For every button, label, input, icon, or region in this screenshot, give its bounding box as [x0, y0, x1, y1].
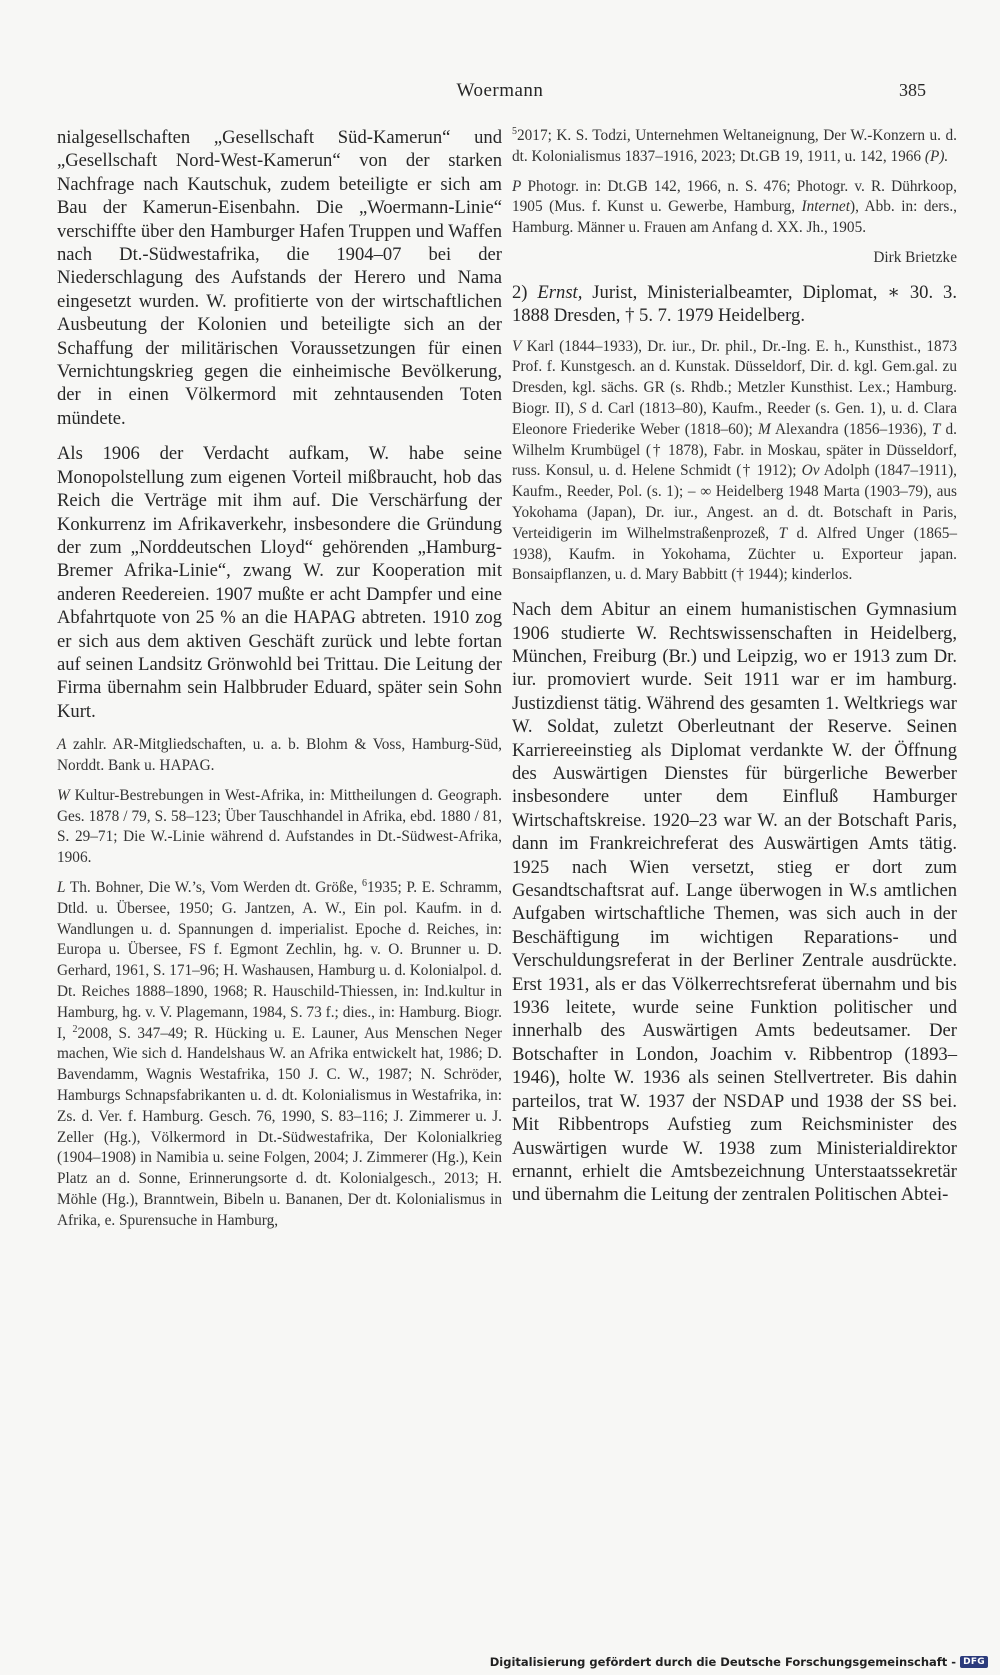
portrait-marker: (P).: [924, 147, 949, 165]
running-head-title: Woermann: [456, 80, 544, 101]
article-author: Dirk Brietzke: [873, 248, 957, 266]
entry-heading-ernst: [512, 281, 957, 328]
genealogy-text-f: d. Alfred Unger (1865–1938), Kaufm. in Yokohama, Züchter u. Exporteur japan. Bonsaipflanzen, u. d. Mary Babbitt († 1944); kinderlos.: [512, 524, 957, 584]
entry-heading-text: Jurist, Ministerialbeamter, Diplomat, ∗ 30. 3. 1888 Dresden, † 5. 7. 1979 Heidelberg.: [512, 281, 957, 327]
literature-continuation-text: 2017; K. S. Todzi, Unternehmen Weltaneignung, Der W.-Konzern u. d. dt. Kolonialismus 1837–1916, 2023; Dt.GB 19, 1911, u. 142, 1966: [512, 127, 957, 165]
section-label-w: W: [57, 786, 70, 804]
section-label-p: P: [512, 177, 522, 195]
literature-continuation: [512, 126, 957, 168]
genealogy-text-d: d. Wilhelm Krumbügel († 1878), Fabr. in Moskau, später in Düsseldorf, russ. Konsul, u. d. Helene Schmidt († 1912);: [512, 420, 958, 480]
entry-name: Ernst,: [537, 281, 583, 303]
internet-word: Internet: [801, 198, 850, 216]
section-label-t: T: [931, 420, 941, 438]
section-l-literature: [57, 878, 502, 1232]
section-p-text-b: ), Abb. in: ders., Hamburg. Männer u. Frauen am Anfang d. XX. Jh., 1905.: [512, 198, 957, 237]
running-head: [0, 80, 1000, 104]
section-label-l: L: [57, 878, 66, 896]
digitization-footer: [490, 1653, 988, 1671]
footer-text: Digitalisierung gefördert durch die Deutsche Forschungsgemeinschaft -: [489, 1655, 957, 1669]
edition-superscript: 5: [512, 125, 517, 137]
section-p-text-a: Photogr. in: Dt.GB 142, 1966, n. S. 476; Photogr. v. R. Dührkoop, 1905 (Mus. f. Kunst u. Gewerbe, Hamburg,: [512, 177, 957, 216]
section-w-works: [57, 786, 502, 869]
edition-superscript: 2: [72, 1023, 78, 1035]
section-label-ov: Ov: [801, 462, 820, 480]
section-v-genealogy: [512, 337, 957, 587]
section-label-t: T: [778, 524, 788, 542]
paragraph-career: Nach dem Abitur an einem humanistischen Gymnasium 1906 studierte W. Rechtswissenschaften in Heidelberg, München, Freiburg (Br.) und Leipzig, wo er 1913 zum Dr. iur. promoviert wurde. Seit 1911 war er im hamburg. Justizdienst tätig. Während des gesamten 1. Weltkriegs war W. Soldat, zuletzt Oberleutnant der Reserve. Seinen Karriereeinstieg als Diplomat verdankte W. der Öffnung des Auswärtigen Dienstes für bürgerliche Bewerber insbesondere unter dem Einfluß Hamburger Wirtschaftskreise. 1920–23 war W. an der Botschaft Paris, dann im Frankreichreferat des Auswärtigen Amts tätig. 1925 nach Wien versetzt, stieg er dort zum Gesandtschaftsrat auf. Lange überwogen in W.s amtlichen Aufgaben wirtschaftliche Themen, was sich auch in der Beschäftigung im wichtigen Reparations- und Verschuldungsreferat in der Berliner Zentrale ausdrückte. Erst 1931, als er das Völkerrechtsreferat übernahm und bis 1936 leitete, wurde seine Funktion politischer und innerhalb des Auswärtigen Amts bedeutsamer. Der Botschafter in London, Joachim v. Ribbentrop (1893–1946), holte W. 1936 als seinen Stellvertreter. Bis dahin parteilos, trat W. 1937 der NSDAP und 1938 der SS bei. Mit Ribbentrops Aufstieg zum Reichsminister des Auswärtigen wurde W. 1938 zum Ministerialdirektor ernannt, erhielt die Amtsbezeichnung Unterstaatssekretär und übernahm die Leitung der zentralen Politischen Abtei-: [512, 599, 957, 1206]
section-label-s: S: [578, 399, 587, 417]
section-w-text: Kultur-Bestrebungen in West-Afrika, in: Mittheilungen d. Geograph. Ges. 1878 / 79, S. 58–123; Über Tauschhandel in Afrika, ebd. 1880 / 81, S. 29–71; Die W.-Linie während d. Aufstandes in Dt.-Südwest-Afrika, 1906.: [57, 786, 502, 867]
right-column: [512, 126, 957, 1207]
genealogy-text-e: Adolph (1847–1911), Kaufm., Reeder, Pol. (s. 1); – ∞ Heidelberg 1948 Marta (1903–79), aus Yokohama (Japan), Dr. iur., Angest. an d. dt. Botschaft in Paris, Verteidigerin im Wilhelmstraßenprozeß,: [512, 462, 957, 542]
paragraph-colonial-companies: nialgesellschaften „Gesellschaft Süd-Kamerun“ und „Gesellschaft Nord-West-Kamerun“ von der starken Nachfrage nach Kautschuk, zudem beteiligte er sich am Bau der Kamerun-Eisenbahn. Die „Woermann-Linie“ verschiffte über den Hamburger Hafen Truppen und Waffen nach Dt.-Südwestafrika, die 1904–07 bei der Niederschlagung des Aufstands der Herero und Nama eingesetzt wurden. W. profitierte von der wirtschaftlichen Ausbeutung der Kolonien und beteiligte sich an der Schaffung der militärischen Voraussetzungen für einen Vernichtungskrieg gegen die einheimische Bevölkerung, der in einen Völkermord mit zehntausenden Toten mündete.: [57, 127, 502, 429]
section-a-offices: [57, 735, 502, 777]
section-a-text: zahlr. AR-Mitgliedschaften, u. a. b. Blohm & Voss, Hamburg-Süd, Norddt. Bank u. HAPAG.: [57, 736, 502, 774]
section-l-text-a: Th. Bohner, Die W.’s, Vom Werden dt. Größe,: [65, 878, 362, 896]
section-label-a: A: [57, 736, 67, 754]
section-p-portraits: [512, 177, 957, 239]
genealogy-text-c: Alexandra (1856–1936),: [770, 420, 932, 438]
section-l-text-b: 1935; P. E. Schramm, Dtld. u. Übersee, 1950; G. Jantzen, A. W., Ein pol. Kaufm. in d. Wandlungen u. d. Spannungen d. imperialist. Epoche d. Reiches, in: Europa u. Übersee, FS f. Egmont Zechlin, hg. v. O. Brunner u. D. Gerhard, 1961, S. 171–96; H. Washausen, Hamburg u. d. Kolonialpol. d. Dt. Reiches 1888–1890, 1968; R. Hauschild-Thiessen, in: Ind.kultur in Hamburg, hg. v. V. Plagemann, 1984, S. 73 f.; dies., in: Hamburg. Biogr. I,: [57, 878, 503, 1042]
section-label-m: M: [757, 420, 771, 438]
edition-superscript: 6: [361, 877, 367, 889]
genealogy-text-a: Karl (1844–1933), Dr. iur., Dr. phil., Dr.-Ing. E. h., Kunsthist., 1873 Prof. f. Kunstgesch. an d. Kunstak. Düsseldorf, Dir. d. kgl. Gem.gal. zu Dresden, kgl. sächs. GR (s. Rhdb.; Metzler Kunsthist. Lex.; Hamburg. Biogr. II),: [512, 337, 957, 417]
genealogy-text-b: d. Carl (1813–80), Kaufm., Reeder (s. Gen. 1), u. d. Clara Eleonore Friederike Weber (1818–60);: [512, 399, 957, 438]
entry-number: 2): [512, 281, 538, 303]
section-l-text-c: 2008, S. 347–49; R. Hücking u. E. Launer, Aus Menschen Neger machen, Wie sich d. Handelshaus W. an Afrika entwickelt hat, 1986; D. Bavendamm, Wagnis Westafrika, 150 J. C. W., 1987; N. Schröder, Hamburgs Schnapsfabrikanten u. d. dt. Kolonialismus in Westafrika, in: Zs. d. Ver. f. Hamburg. Gesch. 76, 1990, S. 83–116; J. Zimmerer u. J. Zeller (Hg.), Völkermord in Dt.-Südwestafrika, Der Kolonialkrieg (1904–1908) in Namibia u. seine Folgen, 2004; J. Zimmerer (Hg.), Kein Platz an d. Sonne, Erinnerungsorte d. dt. Kolonialgesch., 2013; H. Möhle (Hg.), Branntwein, Bibeln u. Bananen, Der dt. Kolonialismus in Afrika, e. Spurensuche in Hamburg,: [57, 1024, 503, 1229]
page-number: 385: [899, 80, 926, 100]
left-column: [57, 126, 502, 1231]
paragraph-monopoly: Als 1906 der Verdacht aufkam, W. habe seine Monopolstellung zum eigenen Vorteil mißbraucht, hob das Reich die Verträge mit ihm auf. Die Verschärfung der Konkurrenz im Afrikaverkehr, insbesondere die Gründung der zum „Norddeutschen Lloyd“ gehörenden „Hamburg-Bremer Afrika-Linie“, zwang W. zur Kooperation mit anderen Reedereien. 1907 mußte er acht Dampfer und eine Abfahrtquote von 25 % an die HAPAG abtreten. 1910 zog er sich aus dem aktiven Geschäft zurück und lebte fortan auf seinen Landsitz Grönwohld bei Trittau. Die Leitung der Firma übernahm sein Halbbruder Eduard, später sein Sohn Kurt.: [57, 443, 502, 722]
dfg-logo: DFG: [960, 1656, 988, 1668]
section-label-v: V: [512, 337, 522, 355]
